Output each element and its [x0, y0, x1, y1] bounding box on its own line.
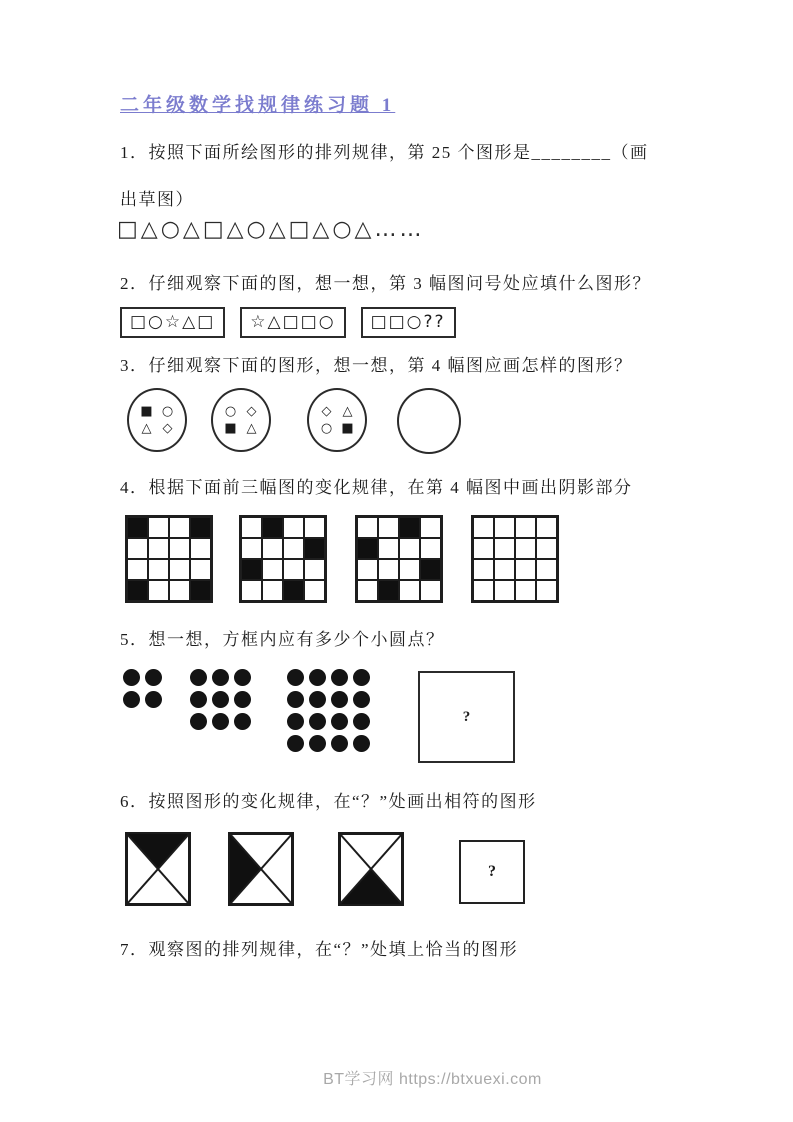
q4-grid: [355, 515, 443, 603]
q5-dot: [353, 713, 370, 730]
q4-grid-cell: [494, 559, 515, 580]
q5-dot: [145, 669, 162, 686]
q4-grid-cell: [127, 580, 148, 601]
q4-grid-cell: [241, 517, 262, 538]
q4-grid-cell: [148, 517, 169, 538]
q4-grid-cell: [262, 559, 283, 580]
q6-square: [338, 832, 404, 906]
q4-grid-cell: [148, 559, 169, 580]
q5-dot: [309, 713, 326, 730]
q4-grid-cell: [190, 559, 211, 580]
q5-dot: [287, 691, 304, 708]
q4-grid-cell: [190, 517, 211, 538]
q4-grid-cell: [241, 580, 262, 601]
q2-shape-box: ☆△□□○: [240, 307, 345, 338]
q4-grid-cell: [127, 538, 148, 559]
q4-grid: [471, 515, 559, 603]
q4-grid-cell: [283, 538, 304, 559]
q4-grid-cell: [169, 559, 190, 580]
q1-shape-sequence: □△○△□△○△□△○△……: [117, 217, 425, 242]
q6-square: [125, 832, 191, 906]
q3-shape: ◇: [321, 403, 332, 419]
q4-grid-cell: [515, 517, 536, 538]
q3-circle: [127, 388, 187, 452]
q4-grid-cell: [420, 517, 441, 538]
q4-grid-cell: [515, 580, 536, 601]
q4-grid-cell: [283, 517, 304, 538]
q4-grid-cell: [169, 517, 190, 538]
q4-grid-cell: [515, 559, 536, 580]
q4-grid-cell: [473, 538, 494, 559]
q5-dot: [331, 669, 348, 686]
q3-shape: ■: [341, 420, 354, 436]
q4-grid-cell: [399, 538, 420, 559]
q3-circle: [211, 388, 271, 452]
q2-shape-box: □○☆△□: [120, 307, 225, 338]
q4-grid-cell: [420, 559, 441, 580]
q5-dot: [123, 669, 140, 686]
q5-dot: [234, 713, 251, 730]
q5-dot: [212, 713, 229, 730]
q4-grid-cell: [148, 538, 169, 559]
q3-shape: ■: [224, 420, 237, 436]
q2-text: 2．仔细观察下面的图，想一想，第 3 幅图问号处应填什么图形？: [120, 274, 651, 293]
q4-grid-cell: [399, 580, 420, 601]
q4-grid-cell: [536, 538, 557, 559]
q5-dot: [309, 669, 326, 686]
q4-grid-cell: [190, 538, 211, 559]
q3-text: 3．仔细观察下面的图形，想一想，第 4 幅图应画怎样的图形？: [120, 356, 633, 375]
q3-circle-shapes: [139, 404, 175, 437]
q5-dot-groups: [123, 669, 515, 763]
q3-circle-shapes: [319, 404, 355, 437]
q4-grid-cell: [357, 559, 378, 580]
q4-grid-cell: [399, 559, 420, 580]
q4-grid-cell: [148, 580, 169, 601]
q6-text: 6．按照图形的变化规律，在“？”处画出相符的图形: [120, 792, 537, 811]
q4-grid-cell: [378, 580, 399, 601]
q5-dot: [287, 713, 304, 730]
q3-shape: ■: [140, 403, 153, 419]
q3-shape: ○: [161, 403, 174, 419]
q4-grid-cell: [494, 580, 515, 601]
q5-dot: [287, 735, 304, 752]
q5-dot: [331, 691, 348, 708]
q5-dot: [123, 691, 140, 708]
q4-grid-cell: [304, 580, 325, 601]
q5-dot: [212, 669, 229, 686]
q5-answer-box: ?: [418, 671, 515, 763]
q4-grid-cell: [420, 538, 441, 559]
q4-grid-cell: [304, 559, 325, 580]
q5-dot: [234, 691, 251, 708]
q4-grid-cell: [378, 559, 399, 580]
q4-grid-cell: [262, 517, 283, 538]
q5-dot: [353, 669, 370, 686]
q2-boxes: [120, 307, 456, 338]
q4-grid-cell: [494, 538, 515, 559]
q5-dot: [331, 713, 348, 730]
q5-text: 5．想一想，方框内应有多少个小圆点？: [120, 630, 445, 649]
q1-text-line2: 出草图）: [120, 190, 194, 209]
q4-grid-cell: [283, 559, 304, 580]
q5-dot: [190, 713, 207, 730]
q3-circle-shapes: [223, 404, 259, 437]
q4-grid-cell: [169, 538, 190, 559]
q5-dot-group: [190, 669, 251, 730]
q4-grid-cell: [473, 559, 494, 580]
q3-circle: [307, 388, 367, 452]
q4-grids: [125, 515, 559, 603]
q5-dot: [353, 735, 370, 752]
q4-grid-cell: [190, 580, 211, 601]
q4-grid-cell: [536, 559, 557, 580]
q3-circles: [127, 388, 461, 454]
q3-shape: ○: [320, 420, 333, 436]
q4-grid-cell: [262, 580, 283, 601]
q5-dot: [212, 691, 229, 708]
q5-dot-group: [123, 669, 162, 708]
q5-dot: [190, 669, 207, 686]
q4-grid-cell: [169, 580, 190, 601]
page-title: 二年级数学找规律练习题 1: [120, 95, 396, 116]
q4-grid-cell: [262, 538, 283, 559]
q5-dot: [190, 691, 207, 708]
q4-grid-cell: [378, 538, 399, 559]
q3-shape: △: [246, 420, 257, 436]
q5-dot: [309, 735, 326, 752]
q4-grid-cell: [241, 559, 262, 580]
q3-shape: ◇: [246, 403, 257, 419]
q5-dot: [353, 691, 370, 708]
q5-dot-group: [287, 669, 370, 752]
q3-circle: [397, 388, 461, 454]
q4-grid: [125, 515, 213, 603]
q4-grid-cell: [399, 517, 420, 538]
q5-dot: [234, 669, 251, 686]
q4-grid-cell: [420, 580, 441, 601]
q4-grid-cell: [241, 538, 262, 559]
q4-text: 4．根据下面前三幅图的变化规律，在第 4 幅图中画出阴影部分: [120, 478, 633, 497]
q5-dot: [287, 669, 304, 686]
q3-shape: ◇: [162, 420, 173, 436]
q4-grid-cell: [473, 517, 494, 538]
q4-grid-cell: [473, 580, 494, 601]
q4-grid: [239, 515, 327, 603]
q1-text-line1: 1．按照下面所绘图形的排列规律，第 25 个图形是________（画: [120, 143, 649, 162]
q5-dot: [309, 691, 326, 708]
q4-grid-cell: [378, 517, 399, 538]
footer-watermark: BT学习网 https://btxuexi.com: [323, 1071, 542, 1088]
q6-squares: [125, 832, 525, 906]
q4-grid-cell: [536, 517, 557, 538]
q4-grid-cell: [127, 517, 148, 538]
q6-square: [228, 832, 294, 906]
q5-dot: [145, 691, 162, 708]
q5-dot: [331, 735, 348, 752]
q4-grid-cell: [357, 538, 378, 559]
q4-grid-cell: [283, 580, 304, 601]
q4-grid-cell: [494, 517, 515, 538]
q4-grid-cell: [357, 517, 378, 538]
q3-shape: ○: [224, 403, 237, 419]
q2-shape-box: □□○??: [361, 307, 456, 338]
q4-grid-cell: [304, 538, 325, 559]
q7-text: 7．观察图的排列规律，在“？”处填上恰当的图形: [120, 940, 519, 959]
q6-question-box: ?: [459, 840, 525, 904]
q4-grid-cell: [357, 580, 378, 601]
q4-grid-cell: [536, 580, 557, 601]
q4-grid-cell: [304, 517, 325, 538]
q4-grid-cell: [127, 559, 148, 580]
q3-shape: △: [342, 403, 353, 419]
q3-shape: △: [141, 420, 152, 436]
q4-grid-cell: [515, 538, 536, 559]
